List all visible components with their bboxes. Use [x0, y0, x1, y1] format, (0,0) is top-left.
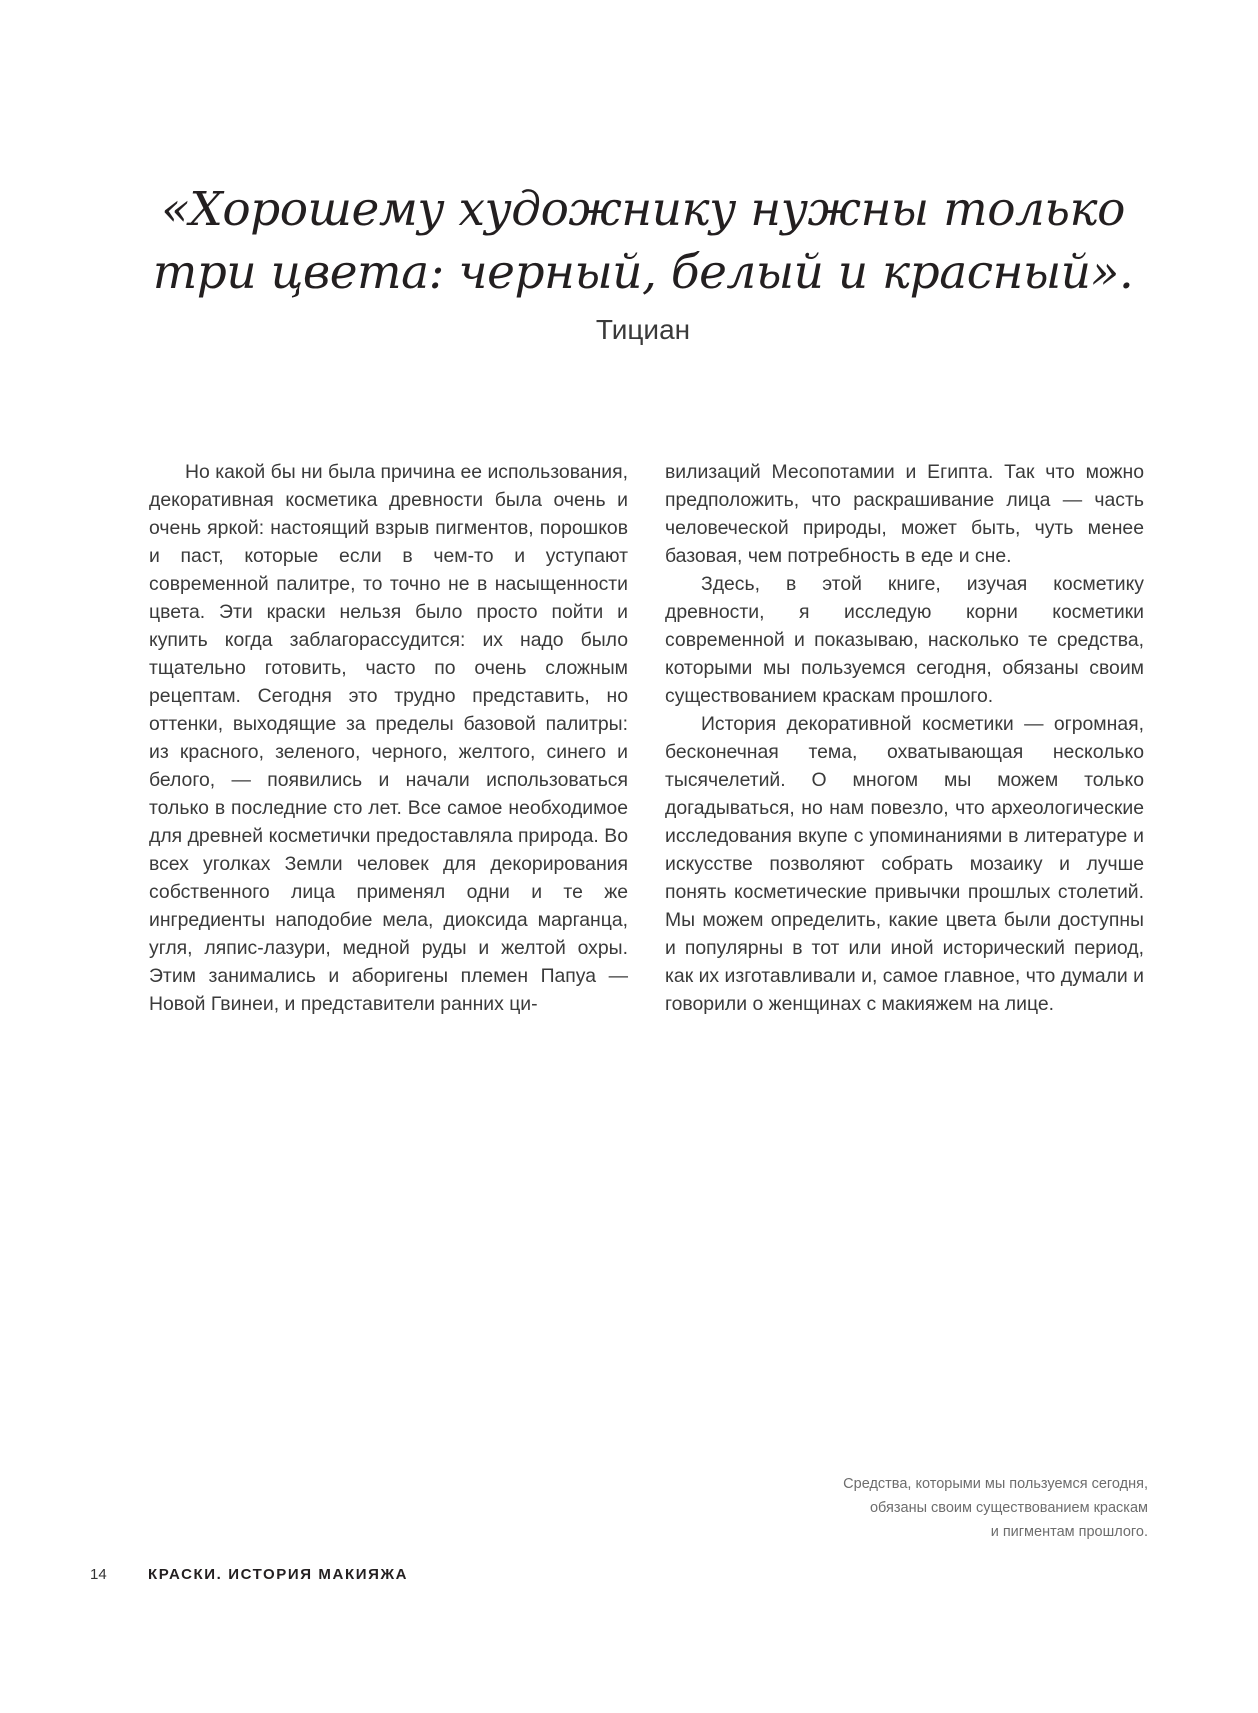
page-number: 14 — [90, 1566, 107, 1583]
caption-line: Средства, которыми мы пользуемся сегодня, — [843, 1476, 1148, 1492]
body-column-right — [665, 458, 1144, 1018]
body-column-left — [149, 458, 628, 1018]
image-caption — [688, 1472, 1148, 1544]
epigraph-line: три цвета: черный, белый и красный». — [152, 245, 1134, 300]
caption-line: обязаны своим существованием краскам — [869, 1500, 1148, 1516]
caption-line: и пигментам прошлого. — [990, 1524, 1148, 1540]
body-paragraph: вилизаций Месопотамии и Египта. Так что можно предположить, что раскрашивание лица — часть человеческой природы, может быть, чуть менее базовая, чем потребность в еде и сне. — [665, 461, 1144, 567]
body-paragraph: История декоративной косметики — огромная, бесконечная тема, охватывающая несколько тысячелетий. О многом мы можем только догадываться, но нам повезло, что археологические исследования вкупе с упоминаниями в литературе и искусстве позволяют собрать мозаику и лучше понять косметические привычки прошлых столетий. Мы можем определить, какие цвета были доступны и популярны в тот или иной исторический период, как их изготавливали и, самое главное, что думали и говорили о женщинах с макияжем на лице. — [665, 713, 1144, 1015]
body-paragraph: Но какой бы ни была причина ее использования, декоративная косметика древности была очень и очень яркой: настоящий взрыв пигментов, порошков и паст, которые если в чем-то и уступают современной палитре, то точно не в насыщенности цвета. Эти краски нельзя было просто пойти и купить когда заблагорассудится: их надо было тщательно готовить, часто по очень сложным рецептам. Сегодня это трудно представить, но оттенки, выходящие за пределы базовой палитры: из красного, зеленого, черного, желтого, синего и белого, — появились и начали использоваться только в последние сто лет. Все самое необходимое для древней косметички предоставляла природа. Во всех уголках Земли человек для декорирования собственного лица применял одни и те же ингредиенты наподобие мела, диоксида марганца, угля, ляпис-лазури, медной руды и желтой охры. Этим занимались и аборигены племен Папуа — Новой Гвинеи, и представители ранних ци- — [149, 461, 628, 1015]
body-paragraph: Здесь, в этой книге, изучая косметику древности, я исследую корни косметики современной и показываю, насколько те средства, которыми мы пользуемся сегодня, обязаны своим существованием краскам прошлого. — [665, 573, 1144, 707]
epigraph-quote — [150, 178, 1136, 304]
epigraph-author: Тициан — [595, 314, 691, 345]
running-title: КРАСКИ. ИСТОРИЯ МАКИЯЖА — [148, 1566, 409, 1583]
epigraph-line: «Хорошему художнику нужны только — [161, 182, 1125, 237]
